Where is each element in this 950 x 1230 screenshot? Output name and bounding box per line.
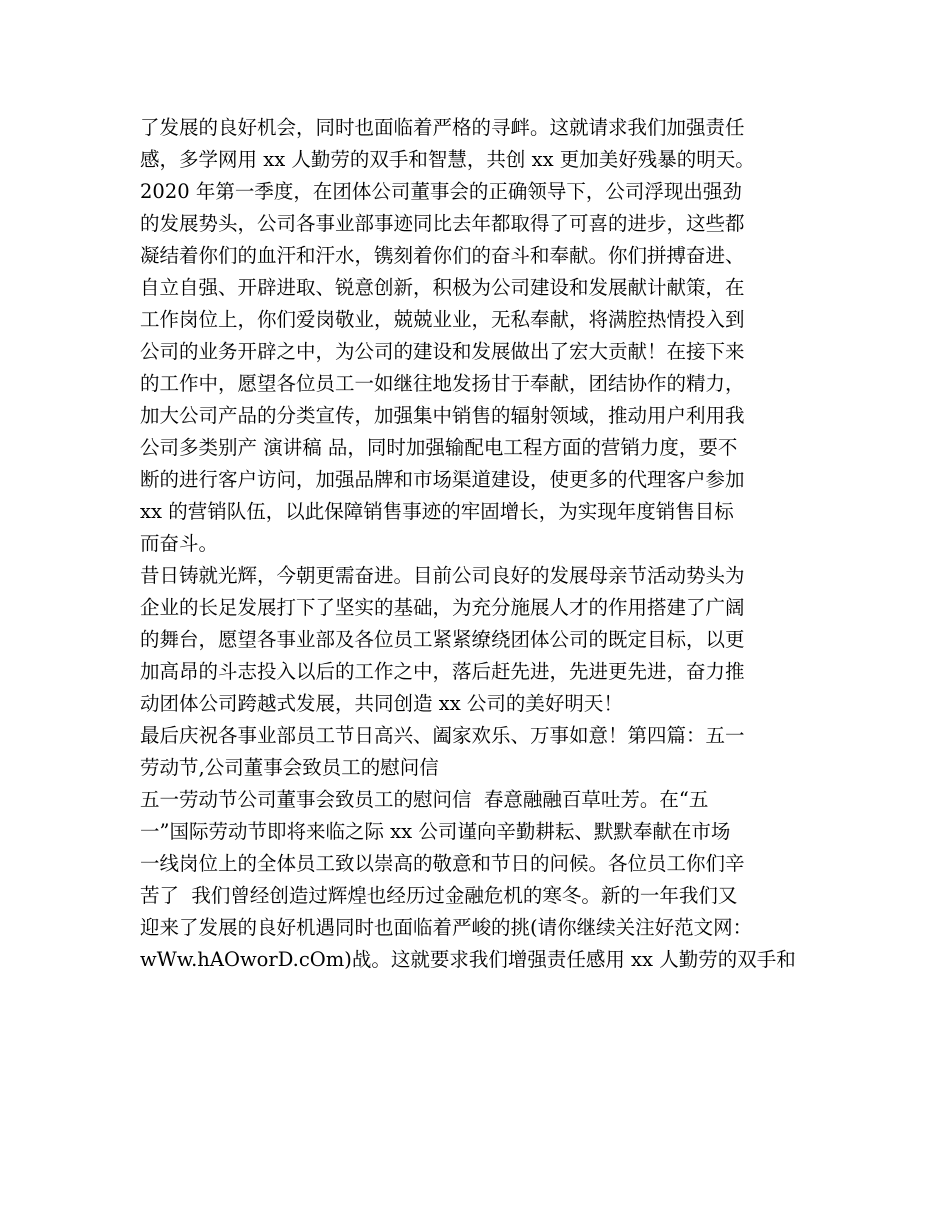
text-line: 昔日铸就光辉，今朝更需奋进。目前公司良好的发展母亲节活动势头为 (140, 564, 745, 587)
text-line: 2020 年第一季度，在团体公司董事会的正确领导下，公司浮现出强劲 (140, 180, 742, 203)
text-line: 公司的业务开辟之中，为公司的建设和发展做出了宏大贡献！在接下来 (140, 340, 745, 363)
text-line: 而奋斗。 (140, 532, 219, 555)
text-line: 断的进行客户访问，加强品牌和市场渠道建设，使更多的代理客户参加 (140, 468, 745, 491)
text-line: xx 的营销队伍，以此保障销售事迹的牢固增长，为实现年度销售目标 (140, 500, 734, 523)
text-line: 迎来了发展的良好机遇同时也面临着严峻的挑(请你继续关注好范文网： (140, 916, 753, 939)
text-line: wWw.hAOworD.cOm)战。这就要求我们增强责任感用 xx 人勤劳的双手和 (140, 948, 796, 971)
text-line: 的发展势头，公司各事业部事迹同比去年都取得了可喜的进步，这些都 (140, 212, 745, 235)
text-line: 公司多类别产 演讲稿 品，同时加强输配电工程方面的营销力度，要不 (140, 436, 738, 459)
document-body (140, 112, 820, 976)
text-line: 加大公司产品的分类宣传，加强集中销售的辐射领域，推动用户利用我 (140, 404, 745, 427)
text-line: 自立自强、开辟进取、锐意创新，积极为公司建设和发展献计献策，在 (140, 276, 745, 299)
text-line: 劳动节,公司董事会致员工的慰问信 (140, 756, 439, 779)
text-line: 最后庆祝各事业部员工节日高兴、阖家欢乐、万事如意！第四篇：五一 (140, 724, 745, 747)
text-line: 的舞台，愿望各事业部及各位员工紧紧缭绕团体公司的既定目标，以更 (140, 628, 745, 651)
text-line: 一”国际劳动节即将来临之际 xx 公司谨向辛勤耕耘、默默奉献在市场 (140, 820, 731, 843)
text-line: 企业的长足发展打下了坚实的基础，为充分施展人才的作用搭建了广阔 (140, 596, 745, 619)
text-line: 动团体公司跨越式发展，共同创造 xx 公司的美好明天！ (140, 692, 623, 715)
text-line: 了发展的良好机会，同时也面临着严格的寻衅。这就请求我们加强责任 (140, 116, 745, 139)
text-line: 五一劳动节公司董事会致员工的慰问信 春意融融百草吐芳。在“五 (140, 788, 709, 811)
text-line: 的工作中，愿望各位员工一如继往地发扬甘于奉献，团结协作的精力， (140, 372, 745, 395)
text-line: 凝结着你们的血汗和汗水，镌刻着你们的奋斗和奉献。你们拼搏奋进、 (140, 244, 745, 267)
text-line: 感，多学网用 xx 人勤劳的双手和智慧，共创 xx 更加美好残暴的明天。 (140, 148, 755, 171)
text-line: 一线岗位上的全体员工致以崇高的敬意和节日的问候。各位员工你们辛 (140, 852, 745, 875)
text-line: 工作岗位上，你们爱岗敬业，兢兢业业，无私奉献，将满腔热情投入到 (140, 308, 745, 331)
text-line: 加高昂的斗志投入以后的工作之中，落后赶先进，先进更先进，奋力推 (140, 660, 745, 683)
text-line: 苦了 我们曾经创造过辉煌也经历过金融危机的寒冬。新的一年我们又 (140, 884, 738, 907)
